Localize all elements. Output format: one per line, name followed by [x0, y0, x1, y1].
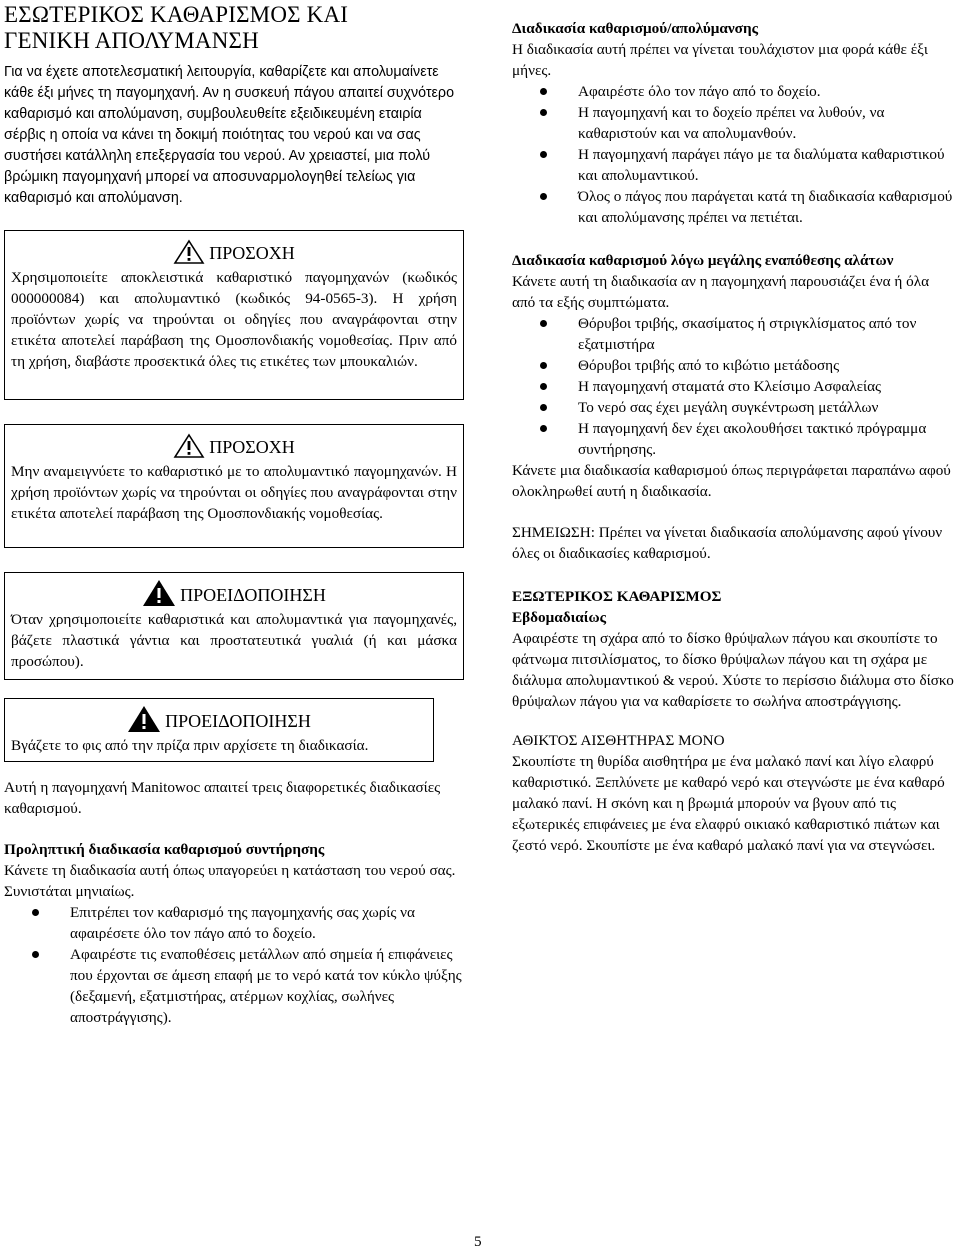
- sensor-text: Σκουπίστε τη θυρίδα αισθητήρα με ένα μαλακό πανί και λίγο ελαφρύ καθαριστικό. Ξεπλύνετε με καθαρό νερό και στεγνώστε με ένα καθαρό μαλακό πανί. Η σκόνη και η βρωμιά μπορούν να βγουν από τις εξωτερικές επιφάνειες με ένα ελαφρύ οικιακό καθαριστικό πιάτων και ζεστό νερό. Σκουπίστε με ένα καθαρό μαλακό πανί για να στεγνώσει.: [512, 753, 945, 854]
- bullet-icon: [540, 193, 547, 200]
- bullet-icon: [540, 88, 547, 95]
- list-item: Το νερό σας έχει μεγάλη συγκέντρωση μετάλλων: [512, 397, 956, 418]
- warning-title-1: ΠΡΟΕΙΔΟΠΟΙΗΣΗ: [11, 577, 457, 607]
- warning-box-2: [4, 698, 434, 762]
- three-procedures-text: Αυτή η παγομηχανή Manitowoc απαιτεί τρεις διαφορετικές διαδικασίες καθαρισμού.: [4, 779, 441, 817]
- exterior-subheading: Εβδομαδιαίως: [512, 609, 606, 626]
- preventive-list: [4, 902, 464, 1028]
- scale-after-text: Κάνετε μια διαδικασία καθαρισμού όπως περιγράφεται παραπάνω αφού ολοκληρωθεί αυτή η διαδικασία.: [512, 462, 951, 500]
- bullet-icon: [540, 404, 547, 411]
- caution-text-1: Χρησιμοποιείτε αποκλειστικά καθαριστικό παγομηχανών (κωδικός 000000084) και απολυμαντικό (κωδικός 94-0565-3). Η χρήση προϊόντων χωρίς να τηρούνται οι οδηγίες που αναγράφονται στην ετικέτα αποτελεί παράβαση της Ομοσπονδιακής νομοθεσίας. Πριν από τη χρήση, διαβάστε προσεκτικά όλες τις ετικέτες των μπουκαλιών.: [11, 269, 457, 370]
- bullet-icon: [540, 362, 547, 369]
- list-item: Η παγομηχανή παράγει πάγο με τα διαλύματα καθαριστικού και απολυμαντικού.: [512, 144, 956, 186]
- section-title: [4, 2, 464, 54]
- bullet-icon: [540, 151, 547, 158]
- scale-list: [512, 313, 956, 460]
- intro-paragraph: Για να έχετε αποτελεσματική λειτουργία, καθαρίζετε και απολυμαίνετε κάθε έξι μήνες τη παγομηχανή. Αν η συσκευή πάγου απαιτεί συχνότερο καθαρισμό και απολύμανση, συμβουλευθείτε εξειδικευμένη εταιρία σέρβις η οποία να κάνει τη δοκιμή ποιότητας του νερού και να σας συστήσει κατάλληλη επεξεργασία του νερού. Αν χρειαστεί, μια πολύ βρώμικη παγομηχανή μπορεί να αποσυναρμολογηθεί τελείως για καθαρισμό και απολύμανση.: [4, 64, 455, 206]
- list-item: Αφαιρέστε τις εναποθέσεις μετάλλων από σημεία ή επιφάνειες που έρχονται σε άμεση επαφή με το νερό κατά τον κύκλο ψύξης (δεξαμενή, εξατμιστήρας, ατέρμων κοχλίας, σωλήνες αποστράγγισης).: [4, 944, 464, 1028]
- bullet-icon: [540, 109, 547, 116]
- list-item: Η παγομηχανή δεν έχει ακολουθήσει τακτικό πρόγραμμα συντήρησης.: [512, 418, 956, 460]
- title-line-1: ΕΣΩΤΕΡΙΚΟΣ ΚΑΘΑΡΙΣΜΟΣ ΚΑΙ: [4, 2, 349, 27]
- list-item: Η παγομηχανή και το δοχείο πρέπει να λυθούν, να καθαριστούν και να απολυμανθούν.: [512, 102, 956, 144]
- list-item: Θόρυβοι τριβής από το κιβώτιο μετάδοσης: [512, 355, 956, 376]
- preventive-heading: Προληπτική διαδικασία καθαρισμού συντήρησης: [4, 841, 325, 858]
- cleaning-text: Η διαδικασία αυτή πρέπει να γίνεται τουλάχιστον μια φορά κάθε έξι μήνες.: [512, 41, 928, 79]
- preventive-text: Κάνετε τη διαδικασία αυτή όπως υπαγορεύει η κατάσταση του νερού σας. Συνιστάται μηνιαίως.: [4, 862, 456, 900]
- right-column: [512, 18, 956, 856]
- warning-triangle-icon: [142, 579, 176, 607]
- bullet-icon: [540, 425, 547, 432]
- bullet-icon: [540, 320, 547, 327]
- warning-text-2: Βγάζετε το φις από την πρίζα πριν αρχίσετε τη διαδικασία.: [11, 737, 369, 754]
- note-text: ΣΗΜΕΙΩΣΗ: Πρέπει να γίνεται διαδικασία απολύμανσης αφού γίνουν όλες οι διαδικασίες καθαρισμού.: [512, 524, 943, 562]
- caution-title-2: ΠΡΟΣΟΧΗ: [11, 429, 457, 459]
- list-item: Επιτρέπει τον καθαρισμό της παγομηχανής σας χωρίς να αφαιρέσετε όλο τον πάγο από το δοχείο.: [4, 902, 464, 944]
- caution-triangle-icon: [173, 239, 205, 265]
- caution-text-2: Μην αναμειγνύετε το καθαριστικό με το απολυμαντικό παγομηχανών. Η χρήση προϊόντων χωρίς να τηρούνται οι οδηγίες που αναγράφονται στην ετικέτα αποτελεί παράβαση της Ομοσπονδιακής νομοθεσίας.: [11, 463, 457, 522]
- exterior-text: Αφαιρέστε τη σχάρα από το δίσκο θρύψαλων πάγου και σκουπίστε το φάτνωμα πιτσιλίσματος, το δίσκο θρύψαλων πάγου και τη σχάρα με διάλυμα απολυμαντικού & νερού. Χύστε το περίσσιο διάλυμα στο δίσκο θρύψαλων πάγου για να καθαρίσετε το σωλήνα αποστράγγισης.: [512, 630, 954, 710]
- warning-text-1: Όταν χρησιμοποιείτε καθαριστικά και απολυμαντικά για παγομηχανές, βάζετε πλαστικά γάντια και προστατευτικά γυαλιά (ή και μάσκα προσώπου).: [11, 611, 457, 670]
- caution-box-1: [4, 230, 464, 400]
- list-item: Η παγομηχανή σταματά στο Κλείσιμο Ασφαλείας: [512, 376, 956, 397]
- sensor-heading: ΑΘΙΚΤΟΣ ΑΙΣΘΗΤΗΡΑΣ ΜΟΝΟ: [512, 732, 725, 749]
- bullet-icon: [32, 951, 39, 958]
- left-column: [4, 0, 464, 1028]
- warning-title-2: ΠΡΟΕΙΔΟΠΟΙΗΣΗ: [11, 703, 427, 733]
- scale-text: Κάνετε αυτή τη διαδικασία αν η παγομηχανή παρουσιάζει ένα ή όλα από τα εξής συμπτώματα.: [512, 273, 930, 311]
- caution-triangle-icon: [173, 433, 205, 459]
- caution-box-2: [4, 424, 464, 548]
- scale-heading: Διαδικασία καθαρισμού λόγω μεγάλης εναπόθεσης αλάτων: [512, 252, 894, 269]
- cleaning-list: [512, 81, 956, 228]
- caution-title-1: ΠΡΟΣΟΧΗ: [11, 235, 457, 265]
- bullet-icon: [32, 909, 39, 916]
- title-line-2: ΓΕΝΙΚΗ ΑΠΟΛΥΜΑΝΣΗ: [4, 28, 259, 53]
- warning-box-1: [4, 572, 464, 680]
- cleaning-heading: Διαδικασία καθαρισμού/απολύμανσης: [512, 20, 758, 37]
- page-number: 5: [474, 1233, 482, 1250]
- exterior-heading: ΕΞΩΤΕΡΙΚΟΣ ΚΑΘΑΡΙΣΜΟΣ: [512, 588, 722, 605]
- bullet-icon: [540, 383, 547, 390]
- list-item: Θόρυβοι τριβής, σκασίματος ή στριγκλίσματος από τον εξατμιστήρα: [512, 313, 956, 355]
- list-item: Όλος ο πάγος που παράγεται κατά τη διαδικασία καθαρισμού και απολύμανσης πρέπει να πετιέται.: [512, 186, 956, 228]
- warning-triangle-icon: [127, 705, 161, 733]
- list-item: Αφαιρέστε όλο τον πάγο από το δοχείο.: [512, 81, 956, 102]
